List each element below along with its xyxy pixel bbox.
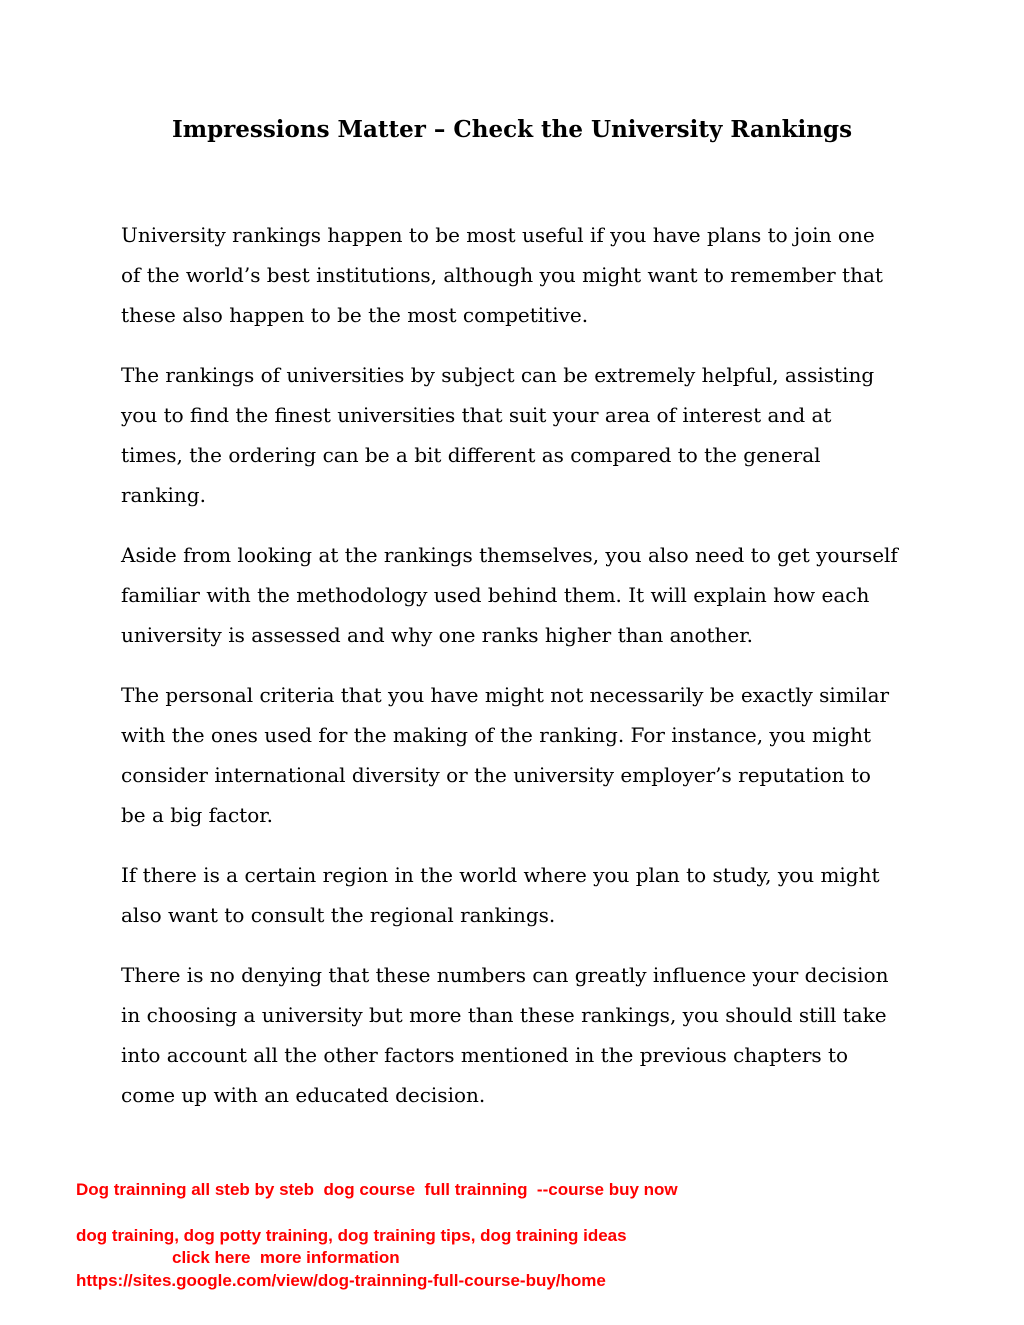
paragraph-line: University rankings happen to be most useful if you have plans to join one (121, 223, 875, 247)
promo-keywords: dog training, dog potty training, dog training tips, dog training ideas (76, 1226, 627, 1245)
paragraph-line: If there is a certain region in the world where you plan to study, you might (121, 863, 880, 887)
promo-url-link[interactable]: https://sites.google.com/view/dog-trainning-full-course-buy/home (76, 1271, 606, 1290)
paragraph-3 (121, 535, 911, 655)
paragraph-line: with the ones used for the making of the ranking. For instance, you might (121, 723, 872, 747)
paragraph-6 (121, 955, 911, 1115)
paragraph-5 (121, 855, 911, 935)
paragraph-line: also want to consult the regional rankings. (121, 903, 556, 927)
paragraph-1 (121, 215, 911, 335)
paragraph-line: university is assessed and why one ranks higher than another. (121, 623, 753, 647)
paragraph-line: in choosing a university but more than these rankings, you should still take (121, 1003, 887, 1027)
paragraph-line: familiar with the methodology used behind them. It will explain how each (121, 583, 870, 607)
paragraph-line: into account all the other factors mentioned in the previous chapters to (121, 1043, 849, 1067)
paragraph-line: The personal criteria that you have might not necessarily be exactly similar (121, 683, 890, 707)
document-title: Impressions Matter – Check the University Rankings (171, 116, 853, 143)
paragraph-line: There is no denying that these numbers can greatly influence your decision (121, 963, 889, 987)
paragraph-line: times, the ordering can be a bit different as compared to the general (121, 443, 821, 467)
paragraph-line: these also happen to be the most competitive. (121, 303, 589, 327)
paragraph-line: be a big factor. (121, 803, 273, 827)
paragraph-line: The rankings of universities by subject can be extremely helpful, assisting (121, 363, 875, 387)
paragraph-2 (121, 355, 911, 515)
paragraph-line: consider international diversity or the university employer’s reputation to (121, 763, 871, 787)
paragraph-line: ranking. (121, 483, 206, 507)
promo-headline: Dog trainning all steb by steb dog course full trainning --course buy now (76, 1180, 678, 1199)
paragraph-4 (121, 675, 911, 835)
paragraph-line: you to find the finest universities that suit your area of interest and at (121, 403, 832, 427)
paragraph-line: Aside from looking at the rankings themselves, you also need to get yourself (121, 543, 898, 567)
paragraph-line: come up with an educated decision. (121, 1083, 486, 1107)
paragraph-line: of the world’s best institutions, although you might want to remember that (121, 263, 883, 287)
promo-click-here-link[interactable]: click here more information (172, 1248, 400, 1267)
